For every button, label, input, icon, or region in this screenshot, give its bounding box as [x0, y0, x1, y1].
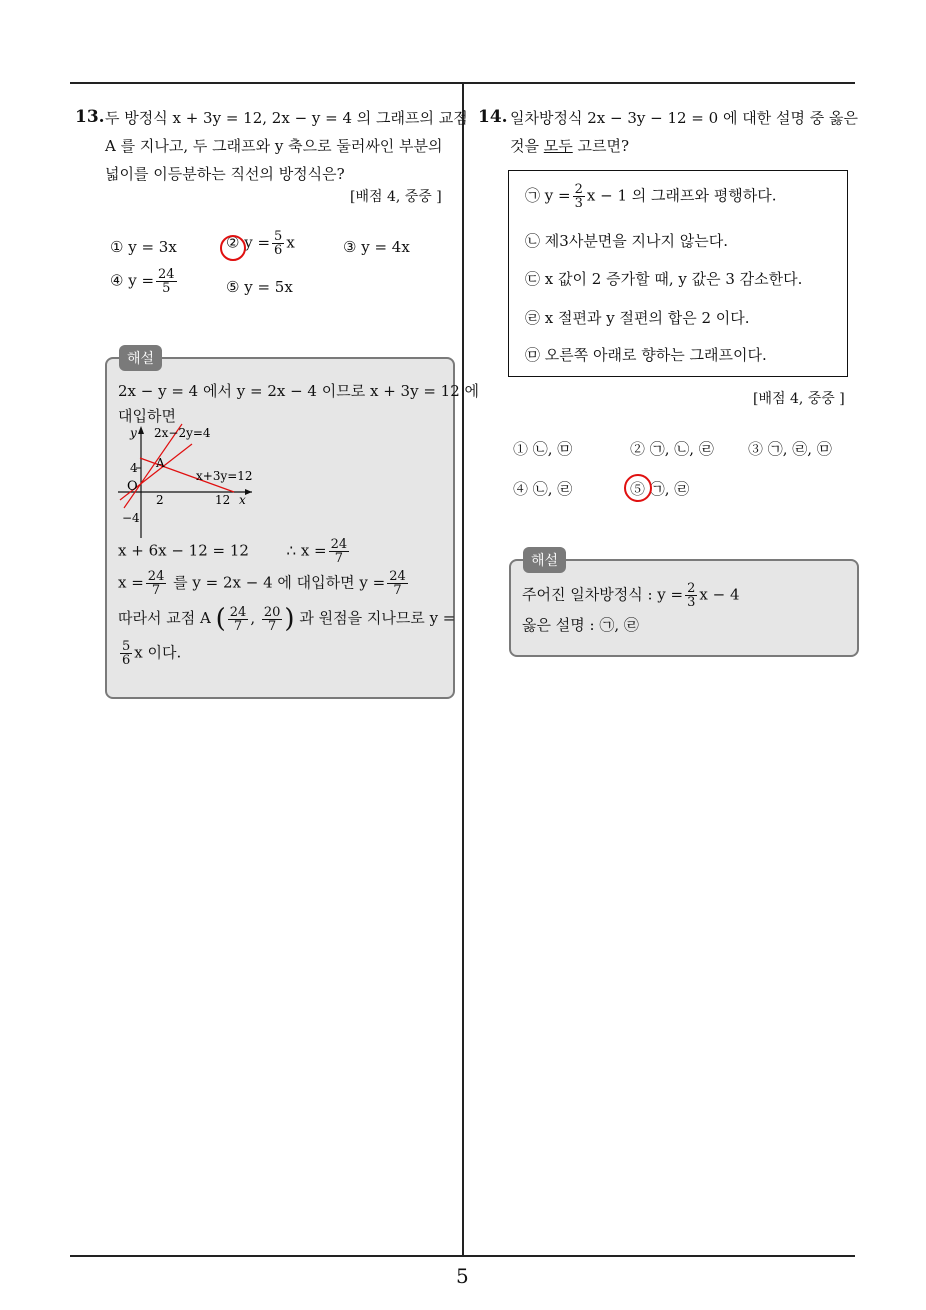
q14-item-5-mark: ㉤ — [525, 346, 541, 364]
q14-line-1: 일차방정식 2x − 3y − 12 = 0 에 대한 설명 중 옳은 — [510, 109, 858, 127]
sol13-line-5: 따라서 교점 A ( $\frac{24}{7}$ , $\frac{20}{7}$ ) 과 원점을 지나므로 y = — [118, 604, 456, 634]
sol13-frac-20-7: $\frac{20}{7}$ — [263, 604, 281, 634]
q13-choice-3[interactable]: ③ y = 4x — [343, 238, 410, 256]
q14-item-5 — [525, 344, 767, 365]
sol13-line-1: 2x − y = 4 에서 y = 2x − 4 이므로 x + 3y = 12 에 — [118, 382, 480, 400]
q13-choice-5[interactable]: ⑤ y = 5x — [226, 278, 293, 296]
q14-line-2 — [510, 132, 629, 160]
q13-choice-2-fraction: $\frac{5}{6}$ — [274, 229, 283, 258]
q14-item-2-text: 제3사분면을 지나지 않는다. — [544, 232, 729, 250]
graph-x-arrow — [245, 489, 252, 495]
q14-choice-4[interactable]: ④ ㉡, ㉣ — [513, 480, 573, 498]
sol13-frac-24-7-d: $\frac{24}{7}$ — [229, 604, 247, 634]
sol13-line-5a: 따라서 교점 A — [118, 609, 211, 627]
sol13-line-2: 대입하면 — [118, 407, 176, 425]
q14-line-2b: 고르면? — [577, 137, 630, 155]
sol14-line-2: 옳은 설명 : ㉠, ㉣ — [522, 616, 639, 634]
q14-item-2-mark: ㉡ — [525, 232, 541, 250]
q13-selected-circle — [220, 235, 246, 261]
sol13-line-3a: x + 6x − 12 = 12 — [118, 541, 249, 560]
sol14-line-1b: x − 4 — [699, 585, 740, 604]
sol13-line-6-text: x 이다. — [134, 643, 182, 662]
q14-item-2 — [525, 230, 728, 251]
graph-eq2-label: x+3y=12 — [196, 469, 253, 483]
q14-score-tag: [배점 4, 중중 ] — [753, 391, 845, 407]
graph-eq1-label: 2x−2y=4 — [154, 426, 211, 440]
graph-tick-12-label: 12 — [215, 493, 231, 507]
q14-solution-label: 해설 — [523, 547, 566, 573]
sol14-line-1 — [522, 582, 739, 609]
sol14-line-1a: 주어진 일차방정식 : y = — [522, 585, 684, 604]
q13-choice-4-fraction: $\frac{24}{5}$ — [158, 267, 175, 296]
q13-score-tag: [배점 4, 중중 ] — [350, 189, 442, 205]
q13-choice-2-var: x — [286, 233, 295, 252]
sol13-line-4b: 를 y = 2x − 4 에 대입하면 y = — [173, 573, 386, 592]
q14-item-5-text: 오른쪽 아래로 향하는 그래프이다. — [544, 346, 767, 364]
graph-tick-4-label: 4 — [130, 461, 138, 475]
graph-y-arrow — [138, 426, 144, 434]
q14-choice-2[interactable]: ② ㉠, ㉡, ㉣ — [630, 440, 714, 458]
column-divider — [462, 82, 464, 1257]
q13-choice-4-expr: ④ y = — [110, 271, 155, 290]
sol13-line-6 — [118, 640, 181, 667]
q13-choice-1[interactable]: ① y = 3x — [110, 238, 177, 256]
q14-item-1-fraction: $\frac{2}{3}$ — [574, 182, 583, 211]
q14-item-4 — [525, 307, 750, 328]
sol13-line-5b: 과 원점을 지나므로 y = — [299, 609, 456, 627]
q14-line-2-underlined: 모두 — [543, 137, 573, 155]
q13-number: 13. — [75, 107, 105, 127]
q14-choice-3[interactable]: ③ ㉠, ㉣, ㉤ — [748, 440, 832, 458]
q13-solution-label: 해설 — [119, 345, 162, 371]
sol13-frac-24-7-c: $\frac{24}{7}$ — [389, 569, 406, 598]
graph-point-a: A — [156, 456, 165, 470]
q13-choice-2-expr: y = — [244, 233, 271, 252]
q14-item-4-mark: ㉣ — [525, 309, 541, 327]
q14-item-3-text: x 값이 2 증가할 때, y 값은 3 감소한다. — [544, 270, 803, 288]
q14-item-1-pre: y = — [544, 186, 571, 205]
graph-tick-neg4-label: −4 — [122, 511, 140, 525]
graph-x-label: x — [239, 493, 246, 507]
q14-item-3-mark: ㉢ — [525, 270, 541, 288]
sol13-graph — [110, 422, 260, 542]
q14-choice-1[interactable]: ① ㉡, ㉤ — [513, 440, 573, 458]
q14-selected-circle — [624, 474, 652, 502]
graph-tick-2-label: 2 — [156, 493, 164, 507]
sol14-fraction: $\frac{2}{3}$ — [687, 581, 696, 610]
sol13-frac-24-7-b: $\frac{24}{7}$ — [147, 569, 165, 598]
sol13-line-4 — [118, 570, 410, 597]
sol13-line-3b: ∴ x = — [286, 541, 327, 560]
bottom-rule — [70, 1255, 855, 1257]
q14-item-3 — [525, 268, 802, 289]
sol13-frac-24-7-a: $\frac{24}{7}$ — [330, 537, 348, 566]
sol13-line-4a: x = — [118, 573, 144, 592]
q13-choice-2-mark: ② — [226, 233, 240, 252]
q13-choice-4[interactable] — [110, 268, 179, 295]
sol13-line-3 — [118, 538, 351, 565]
q14-item-1-mark: ㉠ — [525, 186, 541, 205]
q14-line-2a: 것을 — [510, 137, 539, 155]
q13-line-3: 넓이를 이등분하는 직선의 방정식은? — [105, 165, 345, 183]
q14-item-1 — [525, 183, 776, 210]
graph-y-label: y — [130, 426, 137, 440]
page-number: 5 — [456, 1264, 469, 1288]
q13-line-2: A 를 지나고, 두 그래프와 y 축으로 둘러싸인 부분의 — [105, 137, 443, 155]
q14-item-1-post: x − 1 의 그래프와 평행하다. — [586, 186, 777, 205]
q14-number: 14. — [478, 107, 508, 127]
graph-origin: O — [127, 479, 138, 494]
sol13-frac-5-6: $\frac{5}{6}$ — [122, 639, 131, 668]
q14-choice-5[interactable]: ⑤ ㉠, ㉣ — [630, 480, 690, 498]
q14-item-4-text: x 절편과 y 절편의 합은 2 이다. — [544, 309, 750, 327]
q13-line-1: 두 방정식 x + 3y = 12, 2x − y = 4 의 그래프의 교점 — [105, 109, 468, 127]
